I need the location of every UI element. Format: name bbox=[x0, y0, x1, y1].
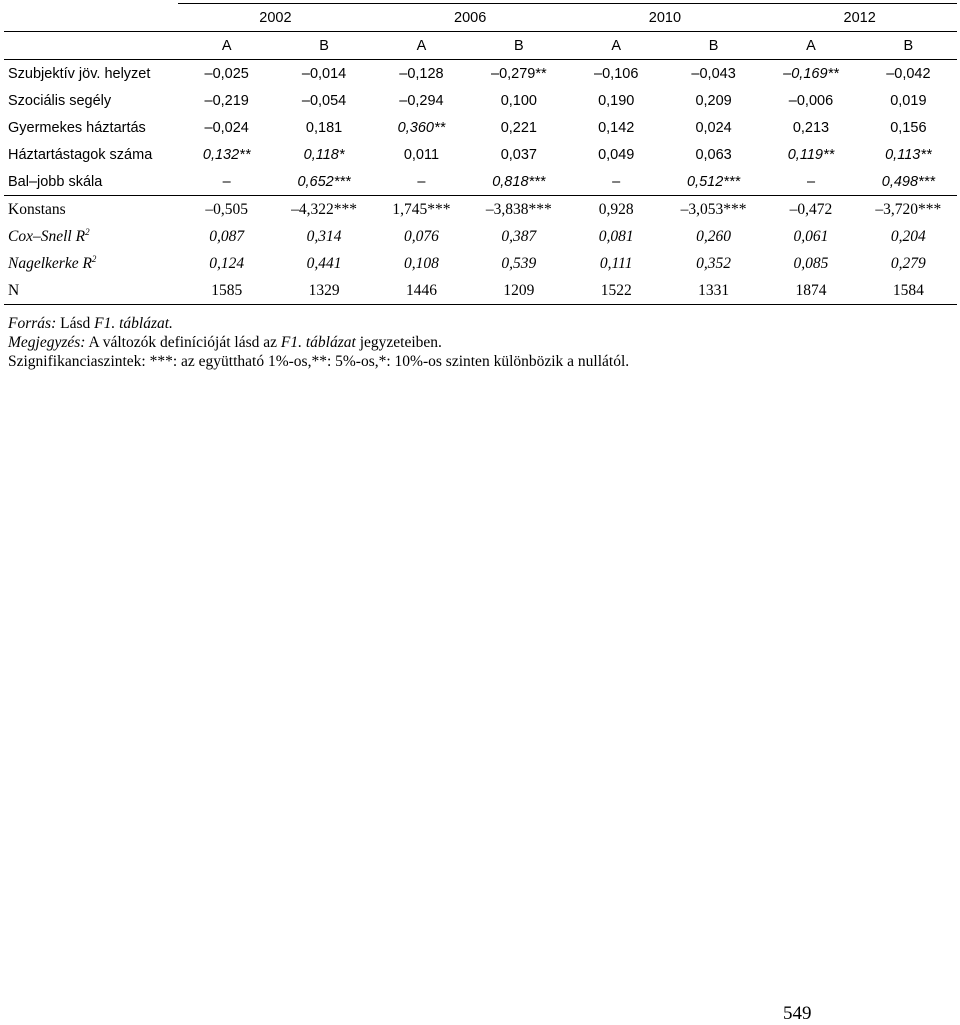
table-cell: 1584 bbox=[860, 277, 957, 305]
table-cell: 0,213 bbox=[792, 119, 830, 136]
table-cell: 0,118* bbox=[303, 146, 345, 163]
table-row bbox=[4, 168, 957, 196]
table-row bbox=[4, 114, 957, 141]
model-header: A bbox=[373, 32, 470, 60]
year-header: 2012 bbox=[762, 4, 957, 32]
table-cell: 0,119** bbox=[787, 146, 835, 163]
year-header: 2002 bbox=[178, 4, 373, 32]
model-header: B bbox=[665, 32, 762, 60]
table-cell: 0,190 bbox=[598, 92, 635, 109]
remark-text: A változók definícióját lásd az bbox=[85, 334, 281, 351]
model-header: A bbox=[178, 32, 275, 60]
table-cell: 0,087 bbox=[209, 227, 245, 245]
row-label bbox=[4, 223, 178, 250]
table-cell: –0,169** bbox=[783, 65, 839, 82]
table-row bbox=[4, 277, 957, 305]
table-row bbox=[4, 141, 957, 168]
page-number: 549 bbox=[783, 1003, 812, 1024]
row-label-text: Háztartástagok száma bbox=[8, 146, 153, 163]
remark-tail: jegyzeteiben. bbox=[355, 334, 442, 351]
table-cell: 0,156 bbox=[890, 119, 927, 136]
table-cell: –0,472 bbox=[789, 200, 833, 218]
table-cell: 0,314 bbox=[306, 227, 342, 245]
row-label bbox=[4, 250, 178, 277]
table-cell: –3,053*** bbox=[680, 200, 747, 218]
table-cell: 1331 bbox=[665, 277, 762, 305]
table-cell: 0,260 bbox=[696, 227, 732, 245]
table-cell: 0,142 bbox=[598, 119, 635, 136]
table-cell: –4,322*** bbox=[291, 200, 357, 218]
row-label bbox=[4, 196, 178, 224]
table-cell: –0,025 bbox=[204, 65, 249, 82]
table-cell: 0,076 bbox=[404, 227, 439, 245]
year-header: 2006 bbox=[373, 4, 568, 32]
source-note bbox=[8, 314, 629, 333]
table-cell: –0,106 bbox=[594, 65, 639, 82]
table-row bbox=[4, 87, 957, 114]
model-header-row bbox=[4, 32, 957, 60]
table-cell: –0,128 bbox=[399, 65, 444, 82]
table-cell: 0,111 bbox=[599, 254, 633, 272]
row-label bbox=[4, 87, 178, 114]
row-label bbox=[4, 60, 178, 88]
table-cell: 0,441 bbox=[306, 254, 342, 272]
table-cell: 0,360** bbox=[397, 119, 446, 136]
header-corner-cell bbox=[4, 32, 178, 60]
table-cell: 0,204 bbox=[890, 227, 926, 245]
table-cell: – bbox=[373, 168, 470, 196]
row-label-text: Szubjektív jöv. helyzet bbox=[8, 65, 151, 82]
row-label-superscript: 2 bbox=[91, 253, 97, 264]
model-header: B bbox=[470, 32, 567, 60]
row-label bbox=[4, 114, 178, 141]
table-cell: 0,011 bbox=[403, 146, 440, 163]
table-cell: –0,505 bbox=[205, 200, 248, 218]
source-label: Forrás: bbox=[8, 315, 57, 332]
table-cell: –0,006 bbox=[788, 92, 834, 109]
table-cell: 0,652*** bbox=[275, 168, 372, 196]
table-cell: 0,352 bbox=[696, 254, 732, 272]
table-row bbox=[4, 196, 957, 224]
remark-reference: F1. táblázat bbox=[280, 334, 356, 351]
table-cell: – bbox=[178, 168, 275, 196]
table-cell: 0,024 bbox=[695, 119, 732, 136]
source-reference: F1. táblázat. bbox=[94, 315, 173, 332]
remark-note bbox=[8, 333, 629, 352]
table-cell: 0,081 bbox=[598, 227, 634, 245]
table-cell: 0,108 bbox=[404, 254, 439, 272]
row-label-text: Gyermekes háztartás bbox=[8, 119, 146, 136]
table-cell: –0,054 bbox=[301, 92, 347, 109]
model-header: B bbox=[860, 32, 957, 60]
table-cell: 1329 bbox=[275, 277, 372, 305]
table-cell: 1585 bbox=[178, 277, 275, 305]
remark-label: Megjegyzés: bbox=[8, 334, 86, 351]
table-cell: –3,720*** bbox=[875, 200, 942, 218]
table-cell: –0,219 bbox=[204, 92, 249, 109]
table-cell: 0,512*** bbox=[665, 168, 762, 196]
table-cell: 0,019 bbox=[890, 92, 927, 109]
table-cell: 0,279 bbox=[890, 254, 926, 272]
table-cell: 0,037 bbox=[500, 146, 537, 163]
row-label-text: Nagelkerke R bbox=[8, 255, 92, 273]
table-cell: 0,063 bbox=[695, 146, 732, 163]
table-cell: 0,061 bbox=[793, 227, 829, 245]
table-cell: 0,221 bbox=[500, 119, 537, 136]
table-row bbox=[4, 223, 957, 250]
table-cell: 0,498*** bbox=[860, 168, 957, 196]
table-cell: –3,838*** bbox=[485, 200, 552, 218]
model-header: A bbox=[762, 32, 859, 60]
row-label bbox=[4, 277, 178, 305]
row-label bbox=[4, 168, 178, 196]
table-cell: –0,024 bbox=[204, 119, 249, 136]
table-cell: –0,294 bbox=[399, 92, 444, 109]
table-cell: 0,928 bbox=[598, 200, 634, 218]
table-cell: 0,100 bbox=[500, 92, 537, 109]
table-cell: 0,124 bbox=[209, 254, 245, 272]
table-cell: – bbox=[762, 168, 859, 196]
table-cell: 0,539 bbox=[501, 254, 537, 272]
table-cell: 0,113** bbox=[885, 146, 932, 163]
table-cell: – bbox=[568, 168, 665, 196]
table-cell: –0,043 bbox=[691, 65, 736, 82]
source-text: Lásd bbox=[56, 315, 95, 332]
year-header: 2010 bbox=[568, 4, 763, 32]
regression-table-container bbox=[4, 3, 957, 305]
model-header: A bbox=[568, 32, 665, 60]
row-label-text: Bal–jobb skála bbox=[8, 173, 103, 190]
table-cell: 0,818*** bbox=[470, 168, 567, 196]
row-label-text: N bbox=[8, 281, 20, 299]
model-header: B bbox=[275, 32, 372, 60]
table-cell: 0,387 bbox=[501, 227, 537, 245]
table-body bbox=[4, 60, 957, 305]
year-header-row bbox=[4, 4, 957, 32]
row-label-superscript: 2 bbox=[85, 226, 90, 237]
table-cell: 0,085 bbox=[793, 254, 829, 272]
table-cell: 1874 bbox=[762, 277, 859, 305]
row-label-text: Cox–Snell R bbox=[8, 228, 86, 246]
table-cell: –0,014 bbox=[301, 65, 347, 82]
table-cell: 0,209 bbox=[695, 92, 732, 109]
table-cell: 1522 bbox=[568, 277, 665, 305]
row-label-text: Szociális segély bbox=[8, 92, 112, 109]
table-notes bbox=[8, 314, 629, 371]
table-cell: –0,042 bbox=[886, 65, 931, 82]
table-cell: 0,132** bbox=[202, 146, 251, 163]
table-cell: 1446 bbox=[373, 277, 470, 305]
table-cell: 0,181 bbox=[305, 119, 343, 136]
header-corner-cell bbox=[4, 4, 178, 32]
table-cell: 0,049 bbox=[598, 146, 635, 163]
table-row bbox=[4, 250, 957, 277]
table-cell: –0,279** bbox=[491, 65, 547, 82]
table-cell: 1,745*** bbox=[392, 200, 451, 218]
regression-table bbox=[4, 3, 957, 305]
table-cell: 1209 bbox=[470, 277, 567, 305]
significance-note: Szignifikanciaszintek: ***: az együttható 1%-os,**: 5%-os,*: 10%-os szinten különbözik a nullától. bbox=[8, 353, 630, 370]
table-row bbox=[4, 60, 957, 88]
row-label bbox=[4, 141, 178, 168]
row-label-text: Konstans bbox=[8, 200, 66, 218]
